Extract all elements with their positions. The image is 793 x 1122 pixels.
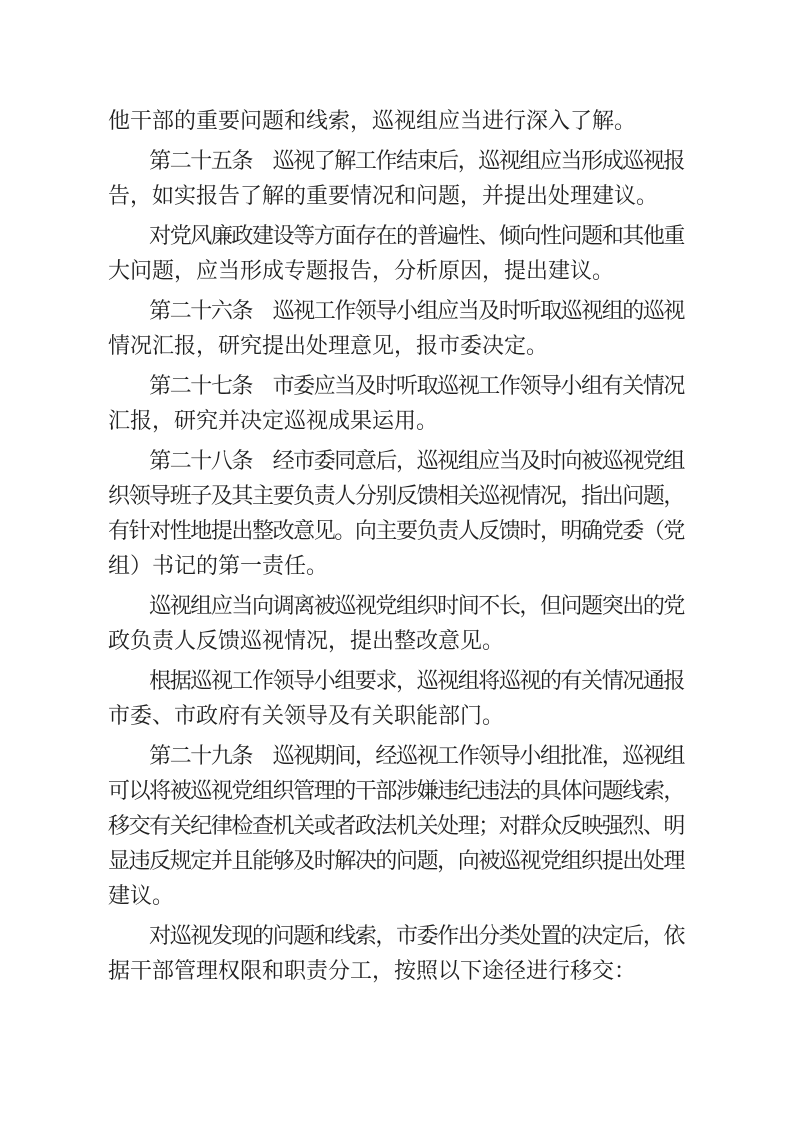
text-line: 第二十六条 巡视工作领导小组应当及时听取巡视组的巡视: [108, 298, 684, 323]
text-line: 织领导班子及其主要负责人分别反馈相关巡视情况，指出问题，: [108, 483, 684, 508]
text-line: 组）书记的第一责任。: [108, 553, 329, 578]
text-line: 市委、市政府有关领导及有关职能部门。: [108, 703, 505, 728]
text-line: 可以将被巡视党组织管理的干部涉嫌违纪违法的具体问题线索，: [108, 778, 684, 803]
paragraph: [108, 663, 684, 733]
text-line: 大问题，应当形成专题报告，分析原因，提出建议。: [108, 258, 615, 283]
text-line: 显违反规定并且能够及时解决的问题，向被巡视党组织提出处理: [108, 848, 684, 873]
paragraph: [108, 588, 684, 658]
text-line: 有针对性地提出整改意见。向主要负责人反馈时，明确党委（党: [108, 518, 684, 543]
text-line: 第二十五条 巡视了解工作结束后，巡视组应当形成巡视报: [108, 148, 684, 173]
text-line: 建议。: [108, 883, 175, 908]
text-line: 情况汇报，研究提出处理意见，报市委决定。: [108, 333, 549, 358]
paragraph: [108, 443, 684, 583]
paragraph: [108, 143, 684, 213]
text-line: 第二十七条 市委应当及时听取巡视工作领导小组有关情况: [108, 373, 684, 398]
text-line: 汇报，研究并决定巡视成果运用。: [108, 408, 439, 433]
text-line: 对巡视发现的问题和线索，市委作出分类处置的决定后，依: [108, 923, 684, 948]
paragraph: [108, 918, 684, 988]
paragraph: [108, 293, 684, 363]
text-line: 移交有关纪律检查机关或者政法机关处理；对群众反映强烈、明: [108, 813, 684, 838]
text-line: 他干部的重要问题和线索，巡视组应当进行深入了解。: [108, 108, 637, 133]
text-line: 巡视组应当向调离被巡视党组织时间不长，但问题突出的党: [108, 593, 684, 618]
paragraph: [108, 103, 684, 138]
text-line: 第二十八条 经市委同意后，巡视组应当及时向被巡视党组: [108, 448, 684, 473]
paragraph: [108, 218, 684, 288]
text-line: 政负责人反馈巡视情况，提出整改意见。: [108, 628, 505, 653]
paragraph: [108, 738, 684, 913]
paragraph: [108, 368, 684, 438]
text-line: 据干部管理权限和职责分工，按照以下途径进行移交：: [108, 958, 637, 983]
text-line: 告，如实报告了解的重要情况和问题，并提出处理建议。: [108, 183, 659, 208]
text-line: 对党风廉政建设等方面存在的普遍性、倾向性问题和其他重: [108, 223, 684, 248]
text-line: 根据巡视工作领导小组要求，巡视组将巡视的有关情况通报: [108, 668, 684, 693]
text-line: 第二十九条 巡视期间，经巡视工作领导小组批准，巡视组: [108, 743, 684, 768]
document-body: [108, 103, 684, 988]
